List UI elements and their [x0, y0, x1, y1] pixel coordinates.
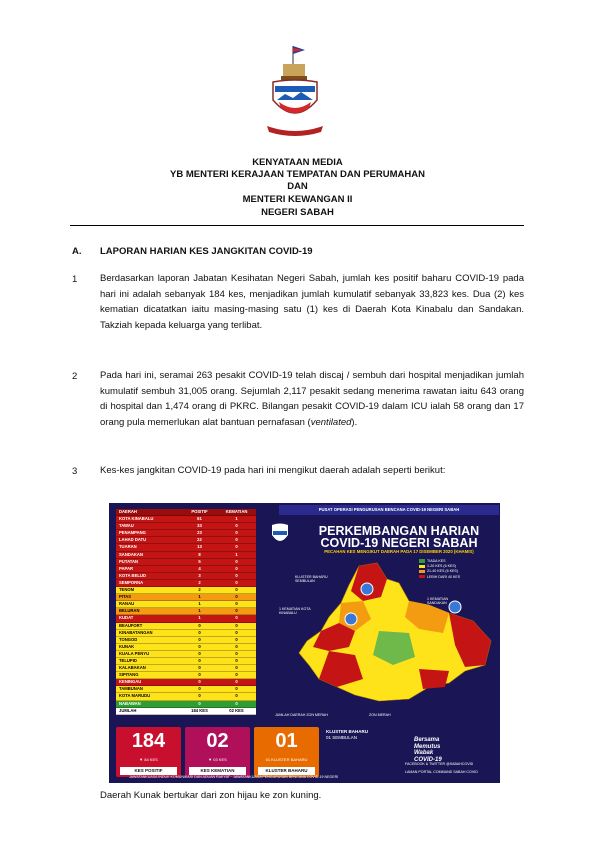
legend-item: TIADA KES: [419, 559, 460, 564]
table-row: [116, 615, 256, 622]
paragraph-2: Pada hari ini, seramai 263 pesakit COVID-19 telah discaj / sembuh dari hospital menjadikan jumlah kumulatif sembuh 31,005 orang. Sejumlah 2,117 pesakit sedang menerima rawatan iaitu 643 orang di hospital dan 1,474 orang di PKRC. Bilangan pesakit COVID-19 dalam ICU ialah 58 orang dan 17 orang pula memerlukan alat bantuan pernafasan (ventilated).: [100, 370, 524, 428]
stat-label: KES KEMATIAN: [189, 767, 246, 775]
cell-daerah: RANAU: [119, 601, 135, 607]
stat-label: KLUSTER BAHARU: [258, 767, 315, 775]
table-row: [116, 608, 256, 615]
cell-kematian: 0: [235, 672, 238, 678]
cell-daerah: KALABAKAN: [119, 665, 146, 671]
cell-positif: 23: [197, 530, 202, 536]
campaign-brand: [414, 737, 442, 763]
cell-kematian: 0: [235, 601, 238, 607]
crest-icon: [269, 517, 291, 547]
infographic-banner: PUSAT OPERASI PENGURUSAN BENCANA COVID-19 NEGERI SABAH: [279, 505, 499, 515]
table-row: [116, 516, 256, 523]
paragraph-1: Berdasarkan laporan Jabatan Kesihatan Negeri Sabah, jumlah kes positif baharu COVID-19 pada hari ini adalah sebanyak 184 kes, menjadikan jumlah kumulatif sebanyak 33,823 kes. Dua (2) kes kematian dicatatkan iaitu masing-masing satu (1) kes di Daerah Kota Kinabalu dan Sandakan. Takziah kepada keluarga yang terlibat.: [100, 273, 524, 331]
cell-positif: 0: [198, 665, 201, 671]
map-note-death-kk: 1 KEMATIAN KOTA KINABALU: [279, 607, 311, 615]
cell-kematian: 0: [235, 650, 238, 656]
social-handle: FACEBOOK & TWITTER @SABAHCOVID: [405, 762, 474, 766]
stat-change: ▼ 03 KES: [208, 757, 227, 762]
cell-positif: 13: [197, 544, 202, 550]
cell-daerah: KOTA BELUD: [119, 572, 146, 578]
total-label: JUMLAH: [119, 707, 137, 713]
header-line-3: DAN: [287, 181, 308, 192]
cell-positif: 1: [198, 601, 201, 607]
cell-kematian: 0: [235, 679, 238, 685]
legend-item: 21-40 KES (6 KES): [419, 569, 460, 574]
table-row: [116, 679, 256, 686]
cell-daerah: BEAUFORT: [119, 622, 143, 628]
section-letter: A.: [72, 246, 82, 257]
cell-daerah: SEMPORNA: [119, 579, 144, 585]
cell-daerah: LAHAD DATU: [119, 537, 147, 543]
district-table: [116, 509, 256, 715]
cell-kematian: 0: [235, 594, 238, 600]
cell-positif: 61: [197, 516, 202, 522]
cell-daerah: TONGOD: [119, 636, 138, 642]
header-divider: [70, 225, 524, 226]
cell-daerah: TAWAU: [119, 523, 134, 529]
infographic-title: [299, 525, 499, 549]
stat-value: 02: [206, 730, 229, 752]
cell-positif: 8: [198, 551, 201, 557]
table-row: [116, 686, 256, 693]
legend-item: 1-20 KES (6 KES): [419, 564, 460, 569]
header-line-5: NEGERI SABAH: [261, 207, 334, 218]
table-row: [116, 523, 256, 530]
stat-change: ▼ 84 KES: [139, 757, 158, 762]
table-row: [116, 665, 256, 672]
stat-kluster-baharu: [254, 727, 319, 777]
cell-daerah: KENINGAU: [119, 679, 142, 685]
cell-daerah: SANDAKAN: [119, 551, 143, 557]
stat-kes-positif: [116, 727, 181, 777]
cell-daerah: KUDAT: [119, 615, 134, 621]
cell-positif: 0: [198, 679, 201, 685]
stat-change: 01 KLUSTER BAHARU: [265, 757, 308, 762]
cell-kematian: 0: [235, 665, 238, 671]
portal-text: LAMAN PORTAL COMMAND SABAH COVID: [405, 770, 478, 774]
cell-kematian: 0: [235, 622, 238, 628]
cell-kematian: 0: [235, 700, 238, 706]
caption-text: Daerah Kunak bertukar dari zon hijau ke zon kuning.: [100, 790, 322, 801]
table-row: [116, 644, 256, 651]
cell-positif: 0: [198, 643, 201, 649]
table-header-row: [116, 509, 256, 516]
cell-daerah: KINABATANGAN: [119, 629, 153, 635]
table-row: [116, 693, 256, 700]
legend-item: LEBIH DARI 40 KES: [419, 575, 460, 580]
paragraph-number: 2: [72, 371, 78, 382]
cell-positif: 0: [198, 636, 201, 642]
cell-positif: 2: [198, 587, 201, 593]
cell-positif: 0: [198, 629, 201, 635]
cell-kematian: 0: [235, 686, 238, 692]
stat-label: KES POSITIF: [120, 767, 177, 775]
map-note-cluster: KLUSTER BAHARU SEMBULAN: [295, 575, 328, 583]
title-line-2: COVID-19 NEGERI SABAH: [320, 536, 478, 550]
table-row: [116, 559, 256, 566]
cell-daerah: PUTATAN: [119, 558, 139, 564]
cell-kematian: 0: [235, 579, 238, 585]
cell-daerah: KOTA KINABALU: [119, 516, 154, 522]
paragraph-3: Kes-kes jangkitan COVID-19 pada hari ini mengikut daerah adalah seperti berikut:: [100, 465, 446, 476]
cell-daerah: TENOM: [119, 587, 135, 593]
map-note-red-zone: ZON MERAH: [369, 713, 391, 717]
cell-positif: 0: [198, 622, 201, 628]
table-row: [116, 580, 256, 587]
table-total-row: [116, 708, 256, 715]
infographic-footer: JAWATANKUASA INDUK KOMUNIKASI DAN ADUAN RAKYAT · JAWATANKUASA PENGURUSAN BENCANA COVID-19 NEGERI: [129, 775, 339, 779]
table-row: [116, 552, 256, 559]
table-row: [116, 651, 256, 658]
cell-kematian: 1: [235, 551, 238, 557]
cell-positif: 0: [198, 686, 201, 692]
header-line-1: KENYATAAN MEDIA: [252, 157, 343, 168]
cell-positif: 0: [198, 657, 201, 663]
kluster-info: [326, 729, 368, 741]
cell-daerah: TAMBUNAN: [119, 686, 143, 692]
cell-kematian: 0: [235, 558, 238, 564]
cell-positif: 33: [197, 523, 202, 529]
table-row: [116, 537, 256, 544]
cell-kematian: 0: [235, 643, 238, 649]
cell-daerah: KUALA PENYU: [119, 650, 150, 656]
cell-kematian: 0: [235, 523, 238, 529]
table-row: [116, 601, 256, 608]
cell-positif: 4: [198, 565, 201, 571]
cell-kematian: 0: [235, 565, 238, 571]
cell-positif: 1: [198, 615, 201, 621]
table-row: [116, 630, 256, 637]
cell-positif: 0: [198, 672, 201, 678]
sabah-crest-logo: [263, 42, 327, 140]
cell-positif: 2: [198, 579, 201, 585]
table-row: [116, 544, 256, 551]
cell-positif: 5: [198, 558, 201, 564]
table-row: [116, 637, 256, 644]
stat-value: 184: [131, 730, 166, 752]
cell-kematian: 0: [235, 587, 238, 593]
header-line-2: YB MENTERI KERAJAAN TEMPATAN DAN PERUMAHAN: [170, 169, 425, 180]
cell-positif: 3: [198, 572, 201, 578]
cell-daerah: SIPITANG: [119, 672, 139, 678]
cell-positif: 1: [198, 594, 201, 600]
stat-value: 01: [275, 730, 298, 752]
title-line-1: PERKEMBANGAN HARIAN: [318, 524, 480, 538]
cell-daerah: NABAWAN: [119, 700, 141, 706]
table-row: [116, 594, 256, 601]
brand-line: Wabak: [414, 750, 434, 756]
table-row: [116, 701, 256, 708]
section-title: LAPORAN HARIAN KES JANGKITAN COVID-19: [100, 246, 313, 257]
sabah-district-map: [259, 561, 499, 711]
cell-positif: 0: [198, 650, 201, 656]
brand-line: COVID-19: [414, 756, 442, 763]
table-row: [116, 587, 256, 594]
cell-positif: 0: [198, 700, 201, 706]
brand-line: Bersama: [414, 737, 440, 743]
table-row: [116, 623, 256, 630]
table-row: [116, 530, 256, 537]
total-positif: 184 KES: [191, 707, 208, 713]
col-header-daerah: DAERAH: [119, 509, 137, 514]
cell-positif: 0: [198, 693, 201, 699]
brand-line: Memutus: [414, 743, 441, 750]
cell-kematian: 0: [235, 693, 238, 699]
paragraph-number: 1: [72, 274, 78, 285]
col-header-positif: POSITIF: [191, 509, 208, 514]
map-note-red-count: JUMLAH DAERAH ZON MERAH: [275, 713, 328, 717]
cell-positif: 22: [197, 537, 202, 543]
cell-positif: 1: [198, 608, 201, 614]
cell-kematian: 0: [235, 608, 238, 614]
kluster-name: 01 SEMBULAN: [326, 735, 358, 740]
cell-kematian: 0: [235, 572, 238, 578]
cell-kematian: 1: [235, 516, 238, 522]
table-row: [116, 672, 256, 679]
stat-kes-kematian: [185, 727, 250, 777]
header-line-4: MENTERI KEWANGAN II: [242, 194, 353, 205]
paragraph-number: 3: [72, 466, 78, 477]
table-row: [116, 573, 256, 580]
cell-kematian: 0: [235, 636, 238, 642]
cell-kematian: 0: [235, 657, 238, 663]
covid-infographic: [109, 503, 500, 783]
cell-daerah: TELUPID: [119, 657, 137, 663]
cell-daerah: KOTA MARUDU: [119, 693, 151, 699]
cell-kematian: 0: [235, 615, 238, 621]
col-header-kematian: KEMATIAN: [225, 509, 248, 514]
cell-daerah: BELURAN: [119, 608, 140, 614]
cell-kematian: 0: [235, 530, 238, 536]
cell-daerah: PITAS: [119, 594, 132, 600]
infographic-subtitle: PECAHAN KES MENGIKUT DAERAH PADA 17 DISEMBER 2020 (KHAMIS): [324, 549, 474, 554]
cell-kematian: 0: [235, 629, 238, 635]
cell-kematian: 0: [235, 544, 238, 550]
table-row: [116, 658, 256, 665]
map-note-death-sandakan: 1 KEMATIAN SANDAKAN: [427, 597, 449, 605]
cell-daerah: TUARAN: [119, 544, 137, 550]
cell-daerah: PAPAR: [119, 565, 134, 571]
cell-daerah: PENAMPANG: [119, 530, 146, 536]
table-row: [116, 566, 256, 573]
total-kematian: 02 KES: [229, 707, 244, 713]
kluster-title: KLUSTER BAHARU: [326, 729, 368, 734]
cell-daerah: KUNAK: [119, 643, 135, 649]
cell-kematian: 0: [235, 537, 238, 543]
table-body: [116, 516, 256, 708]
